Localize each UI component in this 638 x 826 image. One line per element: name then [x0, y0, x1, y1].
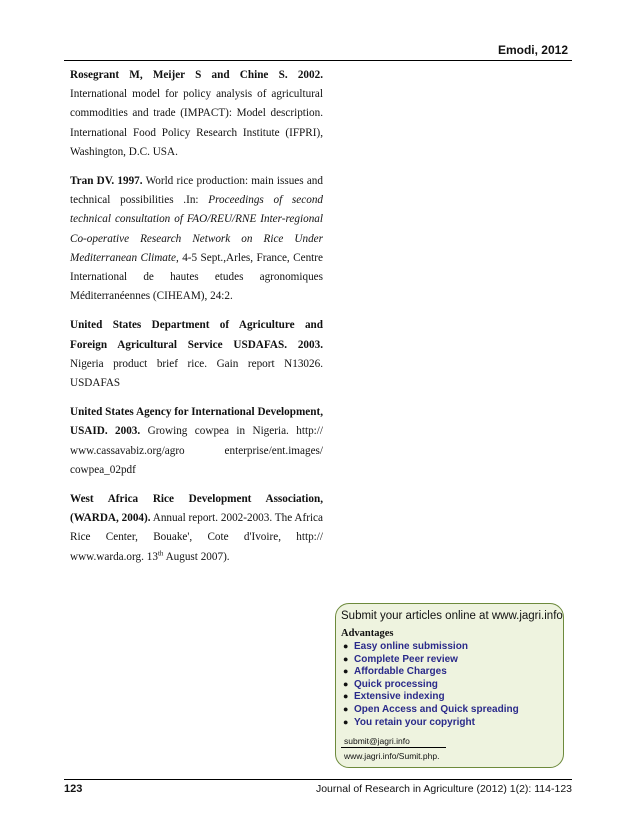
reference-italic-text: Proceedings of second technical consultation of FAO/REU/RNE Inter-regional Co-operative Research Network on Rice Under Mediterranean Climate, — [70, 194, 324, 264]
advantage-item: ● Open Access and Quick spreading — [343, 703, 519, 715]
advantage-item: ● Quick processing — [343, 678, 438, 690]
bullet-icon: ● — [343, 691, 349, 702]
bullet-icon: ● — [343, 666, 349, 677]
reference-authors: Rosegrant M, Meijer S and Chine S. 2002. — [70, 69, 323, 81]
advantage-item: ● Easy online submission — [343, 641, 468, 652]
reference-authors: United States Department of Agriculture and Foreign Agricultural Service USDAFAS. 2003. — [70, 319, 323, 351]
reference-item — [70, 66, 323, 162]
reference-text: 4-5 Sept.,Arles, France, Centre International de hautes etudes agronomiques Méditerranéennes (CIHEAM), 24:2. — [70, 251, 323, 303]
page-number: 123 — [64, 783, 83, 795]
reference-text: Nigeria product brief rice. Gain report N13026. USDAFAS — [70, 357, 323, 390]
reference-item — [70, 316, 323, 393]
reference-list — [70, 66, 323, 577]
bullet-icon: ● — [343, 641, 349, 651]
bullet-icon: ● — [343, 703, 349, 714]
reference-superscript: th — [157, 548, 164, 557]
running-header-author: Emodi, 2012 — [497, 43, 568, 57]
reference-text: World rice production: main issues and technical possibilities .In: — [70, 175, 323, 207]
footer-rule — [64, 779, 572, 780]
bullet-icon: ● — [343, 716, 349, 727]
bullet-icon: ● — [343, 678, 349, 689]
reference-authors: United States Agency for International Development, USAID. 2003. — [70, 406, 323, 438]
submit-email-link[interactable]: submit@jagri.info — [341, 736, 446, 748]
header-rule — [64, 60, 572, 61]
reference-item — [70, 403, 323, 480]
submit-box-title: Submit your articles online at www.jagri.info — [341, 610, 563, 622]
reference-authors: West Africa Rice Development Association, (WARDA, 2004). — [70, 493, 323, 525]
reference-text: August 2007). — [163, 550, 230, 563]
reference-item — [70, 490, 323, 567]
reference-text: International model for policy analysis of agricultural commodities and trade (IMPACT): Model description. International Food Policy Research Institute (IFPRI), Washington, D.C. USA. — [70, 88, 323, 158]
advantage-item: ● Affordable Charges — [343, 666, 447, 678]
bullet-icon: ● — [343, 653, 349, 664]
journal-citation: Journal of Research in Agriculture (2012) 1(2): 114-123 — [315, 783, 572, 795]
advantages-list — [341, 640, 563, 728]
advantage-item: ● Complete Peer review — [343, 653, 458, 665]
submit-url-link[interactable]: www.jagri.info/Sumit.php. — [344, 751, 440, 762]
submit-articles-box — [335, 603, 564, 768]
advantages-label: Advantages — [341, 628, 394, 639]
reference-text: Growing cowpea in Nigeria. http:// www.cassavabiz.org/agro enterprise/ent.images/ cowpea_02pdf — [70, 425, 323, 476]
reference-text: Annual report. 2002-2003. The Africa Rice Center, Bouake', Cote d'Ivoire, http:// www.warda.org. 13 — [70, 512, 323, 563]
advantage-item: ● Extensive indexing — [343, 691, 445, 703]
advantage-item: ● You retain your copyright — [343, 716, 475, 728]
reference-authors: Tran DV. 1997. — [70, 175, 143, 188]
reference-item — [70, 172, 323, 306]
